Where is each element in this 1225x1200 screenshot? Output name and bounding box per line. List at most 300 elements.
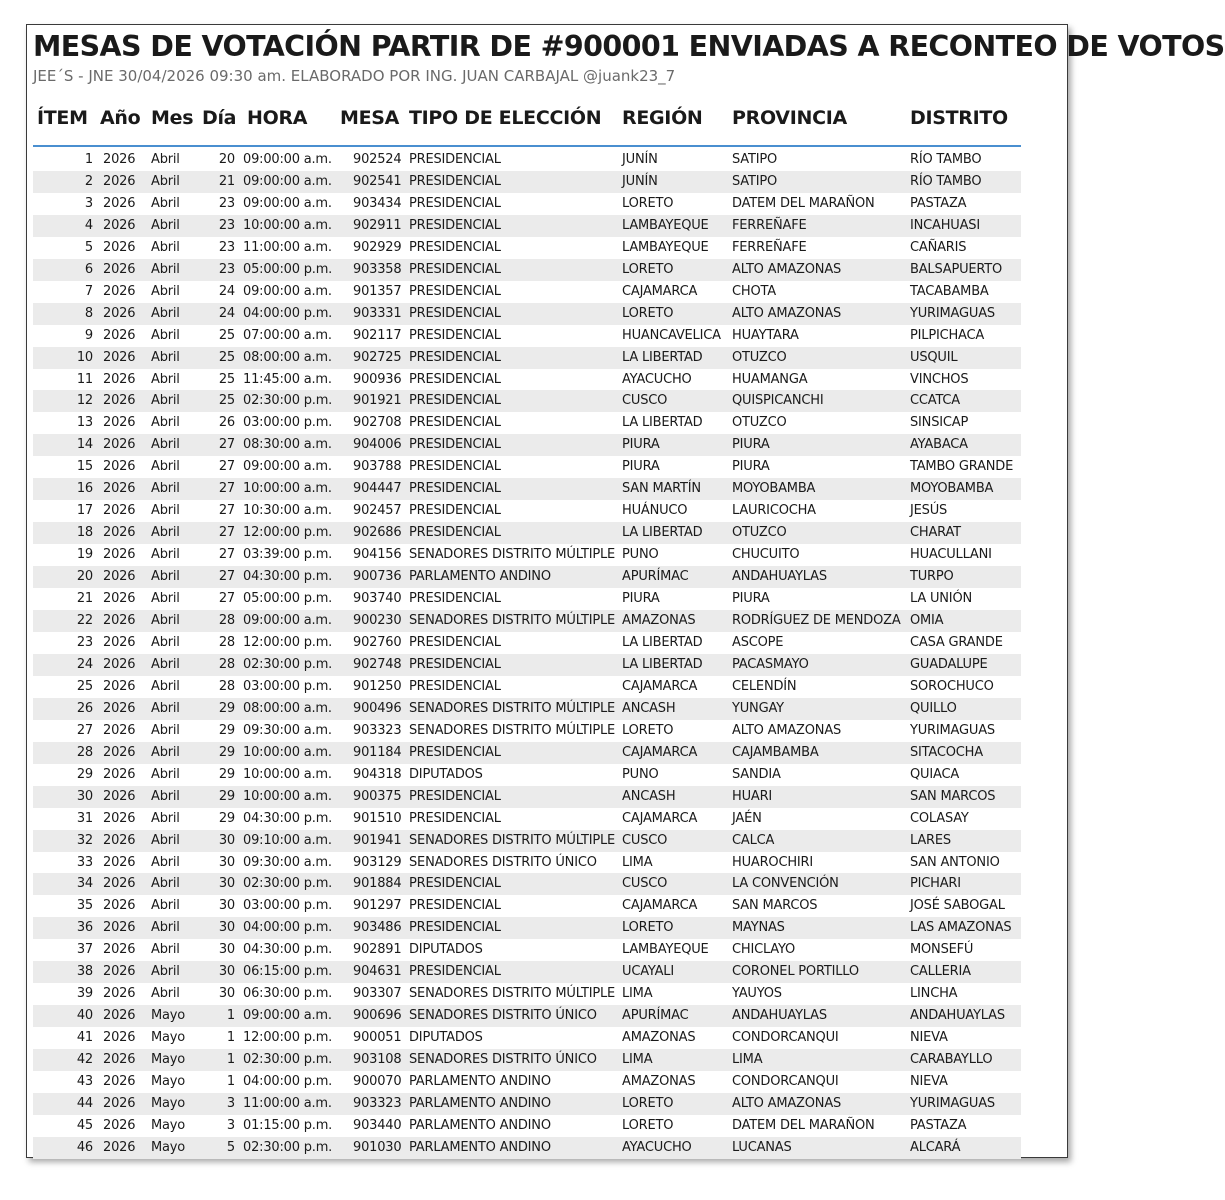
cell-year: 2026: [103, 393, 136, 409]
cell-election-type: PRESIDENCIAL: [409, 327, 501, 343]
cell-month: Abril: [151, 393, 180, 409]
cell-time: 09:00:00 a.m.: [243, 152, 332, 167]
cell-table-number: 902524: [353, 152, 402, 167]
cell-time: 02:30:00 p.m.: [243, 876, 333, 892]
cell-time: 04:00:00 p.m.: [243, 1074, 333, 1090]
cell-year: 2026: [103, 678, 136, 694]
cell-election-type: DIPUTADOS: [409, 942, 483, 958]
page-subtitle: JEE´S - JNE 30/04/2026 09:30 am. ELABORADO POR ING. JUAN CARBAJAL @juank23_7: [33, 67, 676, 85]
cell-day: 27: [218, 547, 235, 563]
table-row: [33, 149, 1021, 171]
cell-province: OTUZCO: [732, 525, 787, 541]
cell-district: MONSEFÚ: [910, 942, 974, 958]
cell-item: 43: [76, 1074, 93, 1090]
cell-time: 09:00:00 a.m.: [243, 459, 332, 475]
cell-region: LAMBAYEQUE: [622, 217, 709, 233]
cell-month: Mayo: [151, 1095, 186, 1111]
cell-table-number: 902117: [353, 327, 402, 343]
cell-district: PASTAZA: [910, 195, 967, 211]
cell-day: 29: [218, 788, 235, 804]
cell-month: Abril: [151, 920, 180, 936]
cell-item: 44: [76, 1095, 93, 1111]
table-row: [33, 742, 1021, 764]
cell-day: 27: [218, 459, 235, 475]
cell-table-number: 903323: [353, 1095, 402, 1111]
cell-month: Abril: [151, 569, 180, 585]
cell-table-number: 903323: [353, 722, 402, 738]
cell-region: UCAYALI: [622, 964, 674, 980]
cell-time: 05:00:00 p.m.: [243, 591, 333, 607]
table-row: [33, 1049, 1021, 1071]
cell-year: 2026: [103, 1030, 136, 1046]
cell-province: LUCANAS: [732, 1139, 792, 1155]
table-row: [33, 325, 1021, 347]
cell-year: 2026: [103, 152, 136, 167]
column-header-item: ÍTEM: [37, 107, 88, 129]
table-row: [33, 1137, 1021, 1159]
cell-region: PUNO: [622, 766, 659, 782]
cell-time: 11:00:00 a.m.: [243, 239, 332, 255]
cell-region: PIURA: [622, 591, 660, 607]
cell-province: CHUCUITO: [732, 547, 800, 563]
cell-election-type: SENADORES DISTRITO MÚLTIPLE: [409, 613, 616, 629]
cell-district: QUILLO: [910, 700, 957, 716]
table-row: [33, 830, 1021, 852]
cell-day: 21: [218, 173, 235, 189]
cell-district: CALLERIA: [910, 964, 971, 980]
cell-year: 2026: [103, 634, 136, 650]
cell-province: OTUZCO: [732, 415, 787, 431]
cell-day: 27: [218, 481, 235, 497]
cell-region: AMAZONAS: [622, 1030, 696, 1046]
cell-province: FERREÑAFE: [732, 239, 807, 255]
cell-time: 10:00:00 a.m.: [243, 481, 332, 497]
cell-table-number: 900736: [353, 569, 402, 585]
cell-time: 08:00:00 a.m.: [243, 700, 332, 716]
cell-table-number: 900696: [353, 1008, 402, 1024]
cell-district: AYABACA: [910, 437, 968, 453]
cell-time: 11:00:00 a.m.: [243, 1095, 332, 1111]
cell-item: 10: [76, 349, 93, 365]
cell-election-type: PRESIDENCIAL: [409, 898, 501, 914]
cell-region: LORETO: [622, 722, 674, 738]
cell-district: CCATCA: [910, 393, 960, 409]
cell-district: CHARAT: [910, 525, 961, 541]
cell-item: 3: [84, 195, 93, 211]
cell-item: 1: [84, 152, 93, 167]
cell-day: 29: [218, 700, 235, 716]
cell-month: Mayo: [151, 1008, 186, 1024]
table-row: [33, 676, 1021, 698]
cell-year: 2026: [103, 217, 136, 233]
cell-district: LINCHA: [910, 986, 958, 1002]
cell-day: 20: [218, 152, 235, 167]
cell-province: PACASMAYO: [732, 656, 809, 672]
cell-table-number: 903440: [353, 1117, 402, 1133]
cell-table-number: 902725: [353, 349, 402, 365]
cell-province: CONDORCANQUI: [732, 1030, 839, 1046]
cell-time: 06:30:00 p.m.: [243, 986, 333, 1002]
cell-day: 3: [226, 1095, 235, 1111]
cell-month: Abril: [151, 437, 180, 453]
cell-item: 8: [84, 305, 93, 321]
cell-year: 2026: [103, 766, 136, 782]
cell-table-number: 900070: [353, 1074, 402, 1090]
cell-year: 2026: [103, 239, 136, 255]
cell-month: Abril: [151, 481, 180, 497]
cell-election-type: PRESIDENCIAL: [409, 437, 501, 453]
cell-table-number: 904006: [353, 437, 402, 453]
cell-province: HUAMANGA: [732, 371, 808, 387]
cell-item: 30: [76, 788, 93, 804]
cell-district: TACABAMBA: [910, 283, 989, 299]
cell-district: NIEVA: [910, 1074, 948, 1090]
cell-day: 1: [226, 1008, 235, 1024]
table-row: [33, 895, 1021, 917]
cell-month: Abril: [151, 503, 180, 519]
cell-month: Abril: [151, 283, 180, 299]
cell-district: ALCARÁ: [910, 1139, 961, 1155]
cell-month: Abril: [151, 613, 180, 629]
cell-district: PASTAZA: [910, 1117, 967, 1133]
cell-year: 2026: [103, 1095, 136, 1111]
cell-table-number: 903331: [353, 305, 402, 321]
cell-province: PIURA: [732, 591, 770, 607]
cell-table-number: 901884: [353, 876, 402, 892]
cell-month: Abril: [151, 459, 180, 475]
cell-time: 10:00:00 a.m.: [243, 788, 332, 804]
table-row: [33, 698, 1021, 720]
cell-region: CAJAMARCA: [622, 810, 698, 826]
cell-district: PICHARI: [910, 876, 961, 892]
cell-time: 10:30:00 a.m.: [243, 503, 332, 519]
cell-year: 2026: [103, 986, 136, 1002]
cell-province: CORONEL PORTILLO: [732, 964, 859, 980]
cell-year: 2026: [103, 415, 136, 431]
cell-year: 2026: [103, 722, 136, 738]
page-title: MESAS DE VOTACIÓN PARTIR DE #900001 ENVIADAS A RECONTEO DE VOTOS: [33, 30, 1225, 63]
cell-district: YURIMAGUAS: [910, 1095, 995, 1111]
cell-province: OTUZCO: [732, 349, 787, 365]
cell-table-number: 904318: [353, 766, 402, 782]
cell-table-number: 901510: [353, 810, 402, 826]
cell-year: 2026: [103, 481, 136, 497]
cell-election-type: PRESIDENCIAL: [409, 415, 501, 431]
cell-month: Abril: [151, 964, 180, 980]
cell-province: ALTO AMAZONAS: [732, 261, 842, 277]
cell-province: MOYOBAMBA: [732, 481, 816, 497]
cell-region: JUNÍN: [622, 152, 658, 167]
cell-time: 09:10:00 a.m.: [243, 832, 332, 848]
cell-year: 2026: [103, 305, 136, 321]
cell-region: PUNO: [622, 547, 659, 563]
cell-district: PILPICHACA: [910, 327, 985, 343]
cell-item: 28: [76, 744, 93, 760]
cell-time: 03:00:00 p.m.: [243, 678, 333, 694]
cell-election-type: SENADORES DISTRITO ÚNICO: [409, 1008, 597, 1024]
cell-month: Abril: [151, 898, 180, 914]
cell-time: 12:00:00 p.m.: [243, 525, 333, 541]
cell-day: 28: [218, 613, 235, 629]
table-row: [33, 654, 1021, 676]
cell-year: 2026: [103, 327, 136, 343]
cell-election-type: PRESIDENCIAL: [409, 591, 501, 607]
cell-table-number: 901250: [353, 678, 402, 694]
cell-region: LA LIBERTAD: [622, 525, 703, 541]
cell-table-number: 903434: [353, 195, 402, 211]
cell-day: 23: [218, 239, 235, 255]
cell-district: CASA GRANDE: [910, 634, 1003, 650]
cell-election-type: PRESIDENCIAL: [409, 744, 501, 760]
cell-table-number: 904631: [353, 964, 402, 980]
cell-item: 39: [76, 986, 93, 1002]
cell-month: Abril: [151, 722, 180, 738]
cell-province: FERREÑAFE: [732, 217, 807, 233]
cell-province: CAJAMBAMBA: [732, 744, 819, 760]
cell-province: SATIPO: [732, 173, 778, 189]
cell-year: 2026: [103, 525, 136, 541]
table-row: [33, 390, 1021, 412]
cell-province: ALTO AMAZONAS: [732, 722, 842, 738]
cell-month: Abril: [151, 195, 180, 211]
column-header-region: REGIÓN: [622, 107, 703, 129]
cell-item: 5: [84, 239, 93, 255]
table-row: [33, 259, 1021, 281]
cell-election-type: PRESIDENCIAL: [409, 195, 501, 211]
cell-table-number: 902891: [353, 942, 402, 958]
cell-time: 04:00:00 p.m.: [243, 305, 333, 321]
cell-time: 05:00:00 p.m.: [243, 261, 333, 277]
cell-table-number: 900230: [353, 613, 402, 629]
cell-election-type: SENADORES DISTRITO MÚLTIPLE: [409, 986, 616, 1002]
cell-month: Abril: [151, 876, 180, 892]
cell-region: LAMBAYEQUE: [622, 942, 709, 958]
cell-province: QUISPICANCHI: [732, 393, 824, 409]
cell-month: Abril: [151, 327, 180, 343]
table-body: [33, 149, 1021, 1159]
cell-region: CAJAMARCA: [622, 283, 698, 299]
cell-time: 10:00:00 a.m.: [243, 217, 332, 233]
cell-day: 27: [218, 525, 235, 541]
cell-election-type: PARLAMENTO ANDINO: [409, 1095, 551, 1111]
cell-district: SINSICAP: [910, 415, 969, 431]
table-row: [33, 917, 1021, 939]
cell-election-type: PRESIDENCIAL: [409, 261, 501, 277]
cell-time: 02:30:00 p.m.: [243, 656, 333, 672]
cell-item: 37: [76, 942, 93, 958]
cell-election-type: SENADORES DISTRITO MÚLTIPLE: [409, 722, 616, 738]
cell-year: 2026: [103, 591, 136, 607]
cell-time: 07:00:00 a.m.: [243, 327, 332, 343]
cell-election-type: PRESIDENCIAL: [409, 217, 501, 233]
cell-region: LIMA: [622, 986, 653, 1002]
cell-table-number: 902929: [353, 239, 402, 255]
cell-region: HUÁNUCO: [622, 503, 688, 519]
cell-province: SANDIA: [732, 766, 781, 782]
table-row: [33, 193, 1021, 215]
cell-table-number: 901357: [353, 283, 402, 299]
cell-region: LIMA: [622, 854, 653, 870]
cell-item: 38: [76, 964, 93, 980]
cell-item: 34: [76, 876, 93, 892]
cell-month: Abril: [151, 788, 180, 804]
cell-table-number: 904447: [353, 481, 402, 497]
cell-month: Abril: [151, 371, 180, 387]
cell-time: 03:39:00 p.m.: [243, 547, 333, 563]
column-header-time: HORA: [247, 107, 308, 129]
cell-table-number: 901030: [353, 1139, 402, 1155]
cell-year: 2026: [103, 1074, 136, 1090]
cell-year: 2026: [103, 788, 136, 804]
table-row: [33, 961, 1021, 983]
cell-district: YURIMAGUAS: [910, 722, 995, 738]
cell-year: 2026: [103, 371, 136, 387]
cell-table-number: 902911: [353, 217, 402, 233]
cell-day: 25: [218, 327, 235, 343]
cell-item: 25: [76, 678, 93, 694]
table-row: [33, 1115, 1021, 1137]
cell-month: Mayo: [151, 1117, 186, 1133]
cell-election-type: DIPUTADOS: [409, 766, 483, 782]
cell-election-type: PRESIDENCIAL: [409, 634, 501, 650]
cell-province: HUAYTARA: [732, 327, 799, 343]
cell-table-number: 903307: [353, 986, 402, 1002]
cell-table-number: 903358: [353, 261, 402, 277]
table-row: [33, 588, 1021, 610]
cell-district: LA UNIÓN: [910, 591, 972, 607]
cell-day: 29: [218, 722, 235, 738]
cell-province: LA CONVENCIÓN: [732, 876, 839, 892]
cell-month: Abril: [151, 239, 180, 255]
cell-day: 30: [218, 942, 235, 958]
cell-time: 11:45:00 a.m.: [243, 371, 332, 387]
cell-day: 27: [218, 503, 235, 519]
cell-day: 1: [226, 1030, 235, 1046]
cell-month: Abril: [151, 744, 180, 760]
cell-time: 03:00:00 p.m.: [243, 898, 333, 914]
cell-table-number: 902708: [353, 415, 402, 431]
cell-month: Abril: [151, 217, 180, 233]
cell-table-number: 901297: [353, 898, 402, 914]
cell-district: TURPO: [910, 569, 954, 585]
cell-time: 08:00:00 a.m.: [243, 349, 332, 365]
cell-region: LORETO: [622, 195, 674, 211]
cell-year: 2026: [103, 547, 136, 563]
cell-table-number: 903740: [353, 591, 402, 607]
cell-day: 25: [218, 371, 235, 387]
cell-election-type: PARLAMENTO ANDINO: [409, 569, 551, 585]
cell-year: 2026: [103, 349, 136, 365]
cell-year: 2026: [103, 876, 136, 892]
cell-province: ANDAHUAYLAS: [732, 569, 827, 585]
cell-province: DATEM DEL MARAÑON: [732, 195, 875, 211]
cell-item: 12: [76, 393, 93, 409]
cell-time: 01:15:00 p.m.: [243, 1117, 333, 1133]
cell-district: MOYOBAMBA: [910, 481, 994, 497]
cell-district: GUADALUPE: [910, 656, 988, 672]
cell-time: 09:00:00 a.m.: [243, 173, 332, 189]
cell-month: Abril: [151, 261, 180, 277]
cell-day: 30: [218, 986, 235, 1002]
cell-year: 2026: [103, 898, 136, 914]
cell-region: CAJAMARCA: [622, 898, 698, 914]
cell-day: 27: [218, 569, 235, 585]
cell-year: 2026: [103, 613, 136, 629]
cell-region: CAJAMARCA: [622, 678, 698, 694]
cell-district: USQUIL: [910, 349, 958, 365]
cell-table-number: 902541: [353, 173, 402, 189]
cell-day: 29: [218, 744, 235, 760]
cell-district: NIEVA: [910, 1030, 948, 1046]
cell-month: Mayo: [151, 1052, 186, 1068]
column-header-table-number: MESA: [340, 107, 400, 129]
table-row: [33, 610, 1021, 632]
cell-month: Abril: [151, 305, 180, 321]
cell-election-type: SENADORES DISTRITO ÚNICO: [409, 854, 597, 870]
cell-day: 28: [218, 634, 235, 650]
table-row: [33, 456, 1021, 478]
cell-time: 02:30:00 p.m.: [243, 393, 333, 409]
cell-region: ANCASH: [622, 700, 676, 716]
cell-election-type: PRESIDENCIAL: [409, 481, 501, 497]
cell-district: QUIACA: [910, 766, 960, 782]
cell-election-type: PARLAMENTO ANDINO: [409, 1139, 551, 1155]
table-row: [33, 786, 1021, 808]
cell-item: 33: [76, 854, 93, 870]
cell-province: CALCA: [732, 832, 775, 848]
cell-region: LORETO: [622, 920, 674, 936]
column-header-province: PROVINCIA: [732, 107, 847, 129]
cell-region: LA LIBERTAD: [622, 634, 703, 650]
cell-item: 35: [76, 898, 93, 914]
cell-month: Abril: [151, 173, 180, 189]
cell-time: 04:00:00 p.m.: [243, 920, 333, 936]
table-row: [33, 522, 1021, 544]
cell-election-type: PRESIDENCIAL: [409, 503, 501, 519]
cell-province: LAURICOCHA: [732, 503, 816, 519]
cell-province: SATIPO: [732, 152, 778, 167]
cell-table-number: 902748: [353, 656, 402, 672]
cell-province: CHOTA: [732, 283, 776, 299]
cell-year: 2026: [103, 173, 136, 189]
cell-item: 41: [76, 1030, 93, 1046]
table-row: [33, 500, 1021, 522]
cell-year: 2026: [103, 261, 136, 277]
cell-district: SOROCHUCO: [910, 678, 994, 694]
cell-election-type: PRESIDENCIAL: [409, 152, 501, 167]
cell-region: LA LIBERTAD: [622, 656, 703, 672]
cell-region: CUSCO: [622, 832, 668, 848]
cell-month: Mayo: [151, 1030, 186, 1046]
report-frame: [26, 24, 1225, 1158]
cell-table-number: 900051: [353, 1030, 402, 1046]
cell-day: 23: [218, 195, 235, 211]
cell-day: 1: [226, 1052, 235, 1068]
cell-district: RÍO TAMBO: [910, 152, 982, 167]
cell-province: PIURA: [732, 459, 770, 475]
cell-month: Abril: [151, 832, 180, 848]
cell-province: CELENDÍN: [732, 678, 797, 694]
cell-election-type: PRESIDENCIAL: [409, 173, 501, 189]
cell-region: LORETO: [622, 261, 674, 277]
cell-table-number: 903108: [353, 1052, 402, 1068]
table-row: [33, 1005, 1021, 1027]
table-row: [33, 632, 1021, 654]
cell-day: 30: [218, 854, 235, 870]
cell-province: ALTO AMAZONAS: [732, 305, 842, 321]
cell-month: Abril: [151, 525, 180, 541]
cell-region: LIMA: [622, 1052, 653, 1068]
